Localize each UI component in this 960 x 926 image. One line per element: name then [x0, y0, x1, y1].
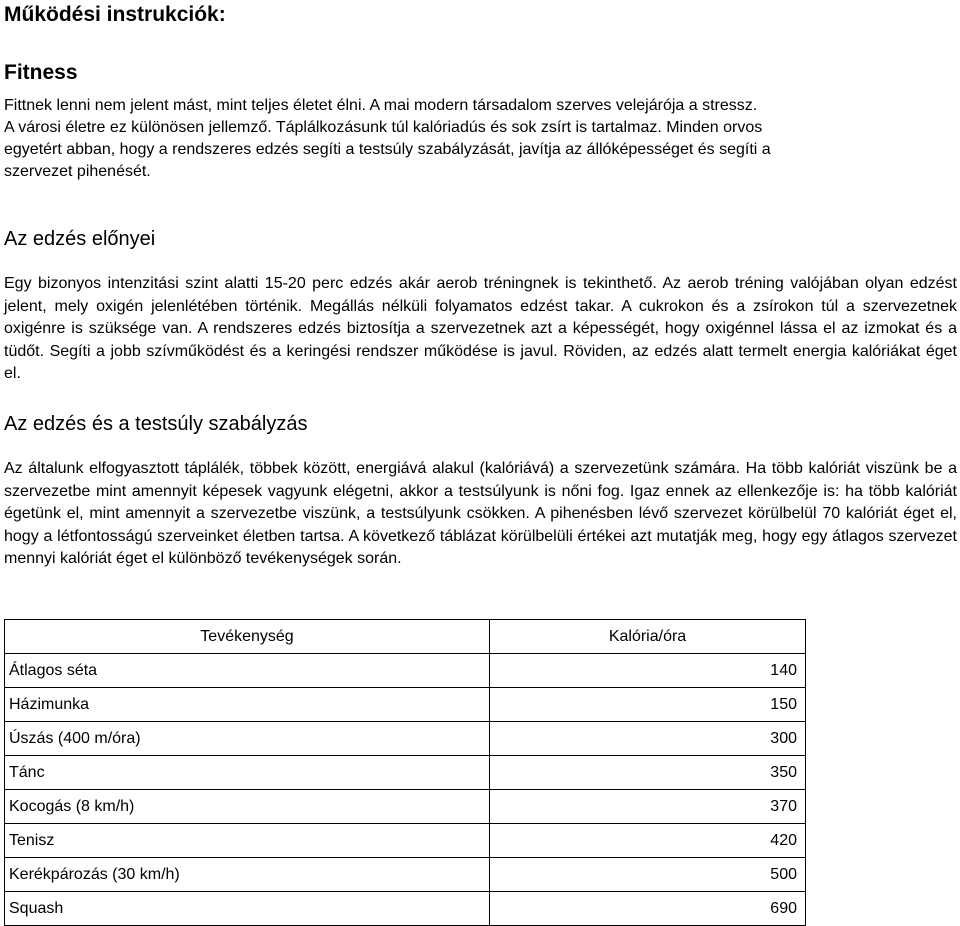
section-title-fitness: Fitness	[4, 61, 78, 84]
paragraph-line: A városi életre ez különösen jellemző. Táplálkozásunk túl kalóriadús és sok zsírt is tartalmaz. Minden orvos	[4, 119, 763, 136]
activity-cell: Kocogás (8 km/h)	[5, 790, 490, 824]
activity-cell: Kerékpározás (30 km/h)	[5, 858, 490, 892]
table-row	[5, 858, 806, 892]
paragraph-fitness	[4, 95, 957, 183]
activity-cell: Tenisz	[5, 824, 490, 858]
calorie-table	[4, 619, 806, 926]
column-header-calories: Kalória/óra	[490, 620, 806, 654]
table-header-row	[5, 620, 806, 654]
activity-cell: Házimunka	[5, 688, 490, 722]
page-title: Működési instrukciók:	[4, 3, 226, 26]
calorie-cell: 500	[490, 858, 806, 892]
calorie-cell: 300	[490, 722, 806, 756]
table-row	[5, 892, 806, 926]
table-row	[5, 824, 806, 858]
table-row	[5, 790, 806, 824]
table-row	[5, 722, 806, 756]
calorie-cell: 350	[490, 756, 806, 790]
table-row	[5, 654, 806, 688]
calorie-cell: 690	[490, 892, 806, 926]
calorie-cell: 140	[490, 654, 806, 688]
calorie-cell: 420	[490, 824, 806, 858]
activity-cell: Átlagos séta	[5, 654, 490, 688]
table-row	[5, 688, 806, 722]
paragraph-benefits: Egy bizonyos intenzitási szint alatti 15-20 perc edzés akár aerob tréningnek is tekinthető. Az aerob tréning valójában olyan edzést jelent, mely oxigén jelenlétében történik. Megállás nélküli folyamatos edzést takar. A cukrokon és a zsírokon túl a szervezetnek oxigénre is szüksége van. A rendszeres edzés biztosítja a szervezetnek azt a képességét, hogy oxigénnel lássa el az izmokat és a tüdőt. Segíti a jobb szívműködést és a keringési rendszer működése is javul. Röviden, az edzés alatt termelt energia kalóriákat éget el.	[4, 275, 957, 383]
paragraph-line: szervezet pihenését.	[4, 163, 151, 180]
paragraph-line: egyetért abban, hogy a rendszeres edzés segíti a testsúly szabályzását, javítja az állóképességet és segíti a	[4, 141, 771, 158]
section-title-benefits: Az edzés előnyei	[4, 228, 156, 250]
activity-cell: Tánc	[5, 756, 490, 790]
section-title-weight: Az edzés és a testsúly szabályzás	[4, 413, 308, 435]
calorie-cell: 370	[490, 790, 806, 824]
paragraph-weight: Az általunk elfogyasztott táplálék, többek között, energiává alakul (kalóriává) a szervezetünk számára. Ha több kalóriát viszünk be a szervezetbe mint amennyit képesek vagyunk elégetni, akkor a testsúlyunk is nőni fog. Igaz ennek az ellenkezője is: ha több kalóriát égetünk el, mint amennyit a szervezetbe viszünk, a testsúlyunk csökken. A pihenésben lévő szervezet körülbelül 70 kalóriát éget el, hogy a létfontosságú szerveinket életben tartsa. A következő táblázat körülbelüli értékei azt mutatják meg, hogy egy átlagos szervezet mennyi kalóriát éget el különböző tevékenységek során.	[4, 460, 957, 568]
column-header-activity: Tevékenység	[5, 620, 490, 654]
activity-cell: Squash	[5, 892, 490, 926]
calorie-cell: 150	[490, 688, 806, 722]
paragraph-line: Fittnek lenni nem jelent mást, mint teljes életet élni. A mai modern társadalom szerves velejárója a stressz.	[4, 97, 758, 114]
table-row	[5, 756, 806, 790]
activity-cell: Úszás (400 m/óra)	[5, 722, 490, 756]
